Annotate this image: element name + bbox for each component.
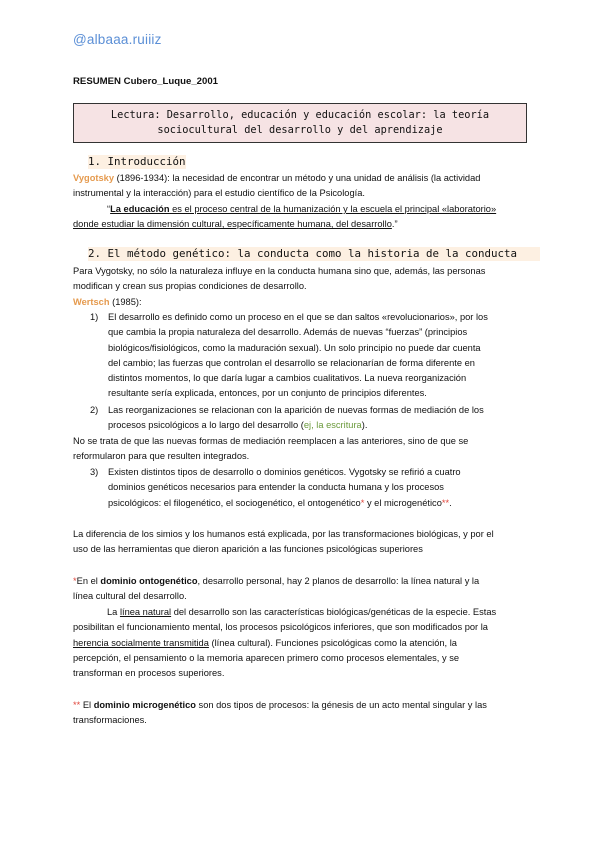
wertsch-name: Wertsch (73, 296, 110, 307)
microgenetic-asterisk: ** (73, 700, 81, 710)
item-1-number: 1) (90, 312, 99, 322)
document-label: RESUMEN Cubero_Luque_2001 (73, 76, 219, 87)
natural-line-paragraph: La línea natural del desarrollo son las características biológicas/genéticas de la especie. Estas posibilitan el funcionamiento mental, los procesos psicológicos inferiores, que son modificados por la herencia socialmente transmitida (línea cultural). Funciones psicológicas como la atención, la percepción, el pensamiento o la memoria aparecen primero como procesos elementales, y se transforman en procesos superiores. (73, 607, 497, 679)
quote-line-2: donde estudiar la dimensión cultural, específicamente humana, del desarrollo.” (73, 219, 398, 230)
item-3-number: 3) (90, 467, 99, 477)
section-2-intro: Para Vygotsky, no sólo la naturaleza influye en la conducta humana sino que, además, las personas modifican y crean sus propias condiciones de desarrollo. Wertsch (1985): (73, 264, 543, 310)
writing-example: ej, la escritura (303, 420, 362, 431)
item-2-number: 2) (90, 405, 99, 415)
intro-line-1: Vygotsky (1896-1934): la necesidad de encontrar un método y una unidad de análisis (la actividad (73, 173, 481, 183)
intro-line-2: instrumental y la interacción) para el estudio científico de la Psicología. (73, 188, 365, 199)
reading-title-box (73, 103, 527, 143)
quote-line-1: “La educación es el proceso central de la humanización y la escuela el principal «laboratorio» (107, 204, 497, 214)
wertsch-line: Wertsch (1985): (73, 296, 142, 307)
section-2-heading: 2. El método genético: la conducta como la historia de la conducta (88, 247, 540, 261)
author-handle: @albaaa.ruiiiz (73, 32, 162, 47)
item-3-text: Existen distintos tipos de desarrollo o dominios genéticos. Vygotsky se refirió a cuatro dominios genéticos necesarios para entender la conducta humana y los procesos psicológicos: el filogenético, el sociogenético, el ontogenético* y el microgenético**. (108, 467, 461, 508)
section-1-heading: 1. Introducción (88, 155, 186, 168)
title-line-1: Lectura: Desarrollo, educación y educación escolar: la teoría (110, 109, 490, 121)
ontogenetic-paragraph: *En el dominio ontogenético, desarrollo personal, hay 2 planos de desarrollo: la línea natural y la línea cultural del desarrollo. (73, 576, 480, 602)
title-line-2: sociocultural del desarrollo y del aprendizaje (157, 124, 443, 136)
primates-paragraph: La diferencia de los simios y los humanos está explicada, por las transformaciones biológicas, y por el uso de las herramientas que dieron aparición a las funciones psicológicas superiores (73, 529, 494, 555)
asterisk-marker: * (360, 497, 365, 508)
vygotsky-name: Vygotsky (73, 173, 114, 183)
mediation-note: No se trata de que las nuevas formas de mediación reemplacen a las anteriores, sino de que se reformularon para que resulten integrados. (73, 436, 469, 462)
microgenetic-paragraph: ** El dominio microgenético son dos tipos de procesos: la génesis de un acto mental singular y las transformaciones. (73, 700, 487, 726)
intro-paragraph (73, 171, 533, 202)
double-asterisk-marker: ** (441, 497, 450, 508)
ontogenetic-asterisk: * (73, 576, 77, 586)
item-1-text: El desarrollo es definido como un proceso en el que se dan saltos «revolucionarios», por los que cambia la propia naturaleza del desarrollo. Además de nuevas “fuerzas” (principios biológicos/fisiológicos, como la maduración sexual). Un solo principio no puede dar cuenta del cambio; las fuerzas que controlan el desarrollo se relacionarían de forma diferente en distintos momentos, lo que daría lugar a cambios cualitativos. La nueva reorganización resultante sería explicada, entonces, por un conjunto de principios diferentes. (108, 312, 488, 399)
education-quote (73, 202, 533, 233)
item-2-text: Las reorganizaciones se relacionan con la aparición de nuevas formas de mediación de los procesos psicológicos a lo largo del desarrollo (ej, la escritura). (108, 405, 484, 431)
